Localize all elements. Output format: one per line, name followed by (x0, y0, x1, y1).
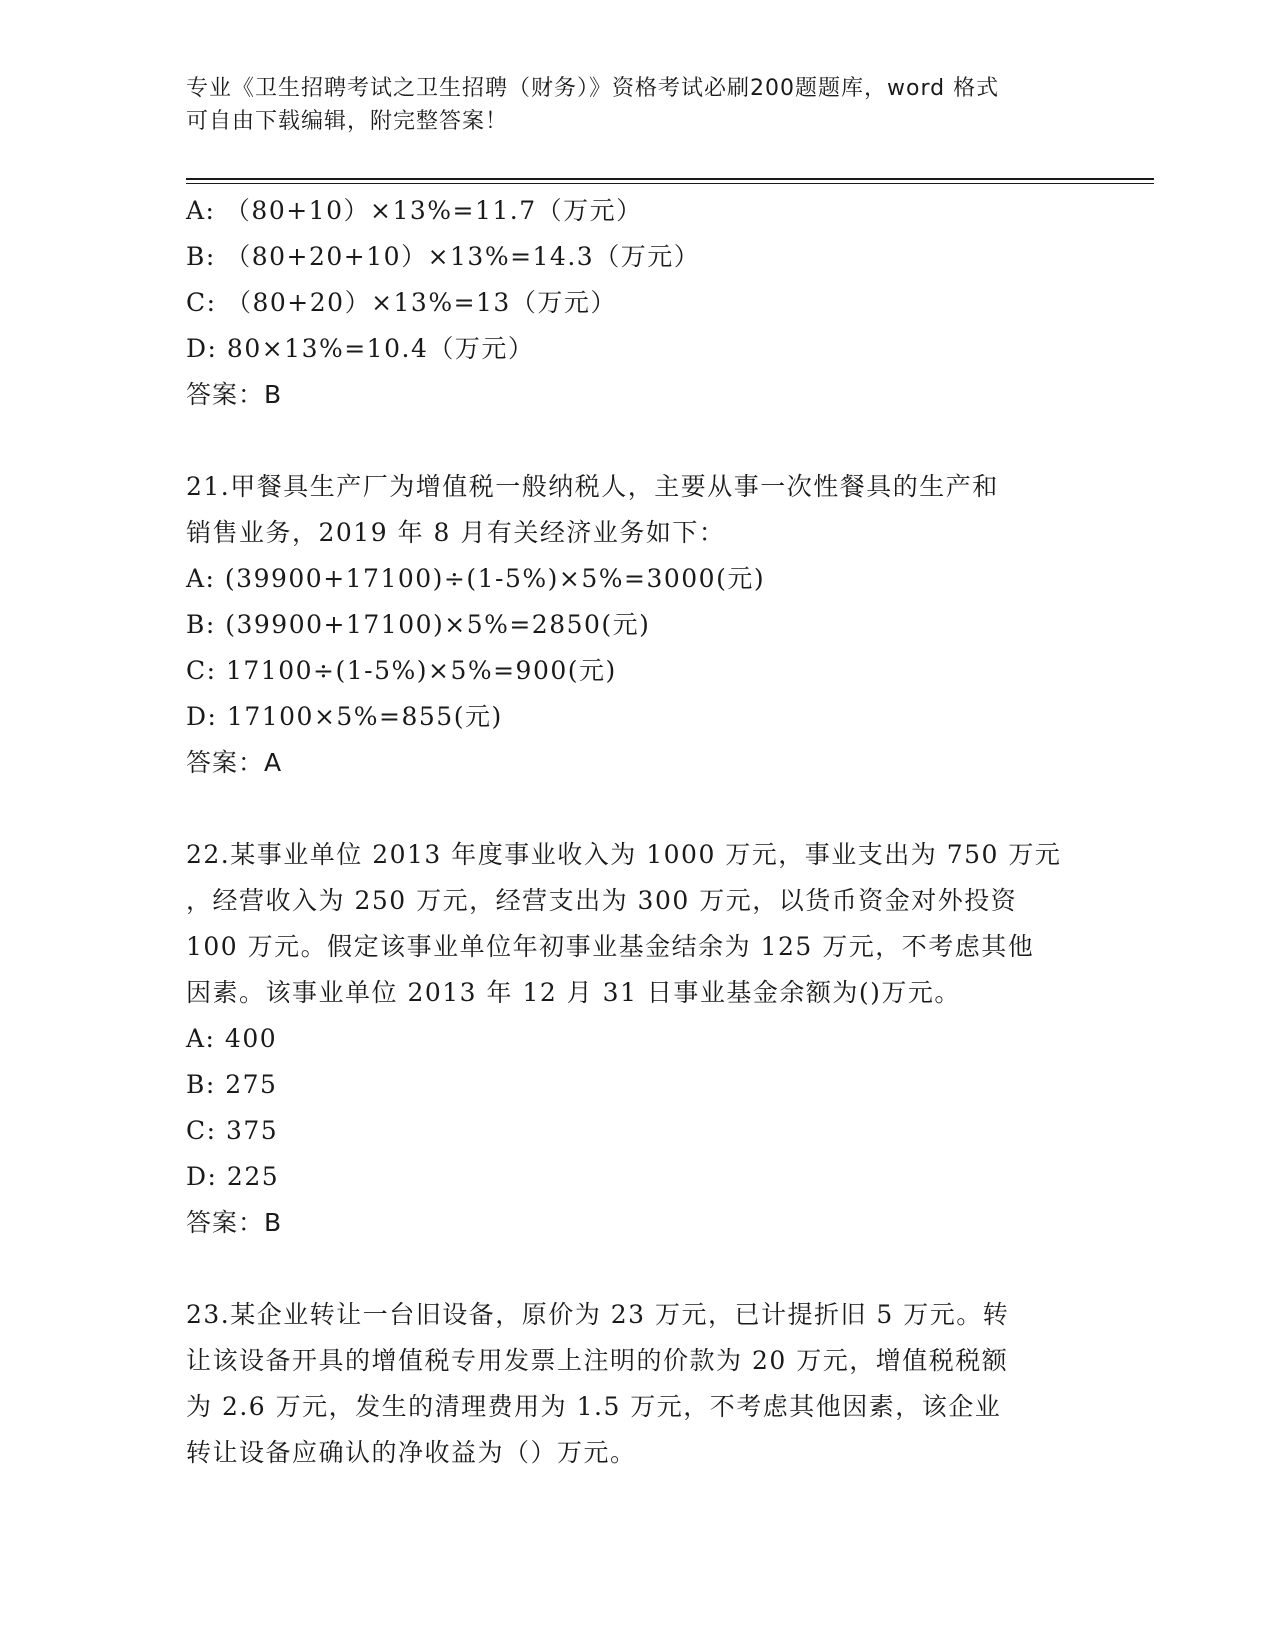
spacer (186, 786, 1086, 832)
question-stem-line: 因素。该事业单位 2013 年 12 月 31 日事业基金余额为()万元。 (186, 978, 961, 1007)
header-line-1: 专业《卫生招聘考试之卫生招聘（财务）》资格考试必刷200题题库，word 格式 (186, 76, 1000, 101)
question-stem-line: 为 2.6 万元，发生的清理费用为 1.5 万元，不考虑其他因素，该企业 (186, 1392, 1002, 1421)
option-c: C: 375 (186, 1116, 279, 1145)
header-line-2: 可自由下载编辑，附完整答案！ (186, 109, 509, 134)
option-b: B: (39900+17100)×5%=2850(元) (186, 610, 651, 639)
question-list (186, 188, 1086, 1476)
answer-line: 答案：A (186, 748, 283, 777)
option-a: A: (39900+17100)÷(1-5%)×5%=3000(元) (186, 564, 766, 593)
question-20 (186, 188, 1086, 418)
question-stem-line: 22.某事业单位 2013 年度事业收入为 1000 万元，事业支出为 750 万元 (186, 840, 1062, 869)
spacer (186, 418, 1086, 464)
question-stem-line: 让该设备开具的增值税专用发票上注明的价款为 20 万元，增值税税额 (186, 1346, 1009, 1375)
option-d: D: 17100×5%=855(元) (186, 702, 503, 731)
question-stem-line: 21.甲餐具生产厂为增值税一般纳税人，主要从事一次性餐具的生产和 (186, 472, 999, 501)
question-23 (186, 1292, 1086, 1476)
option-b: B: （80+20+10）×13%=14.3（万元） (186, 242, 701, 271)
option-c: C: 17100÷(1-5%)×5%=900(元) (186, 656, 617, 685)
question-22 (186, 832, 1086, 1246)
option-d: D: 225 (186, 1162, 280, 1191)
question-stem-line: 转让设备应确认的净收益为（）万元。 (186, 1438, 637, 1467)
option-d: D: 80×13%=10.4（万元） (186, 334, 535, 363)
question-stem-line: ，经营收入为 250 万元，经营支出为 300 万元，以货币资金对外投资 (186, 886, 1018, 915)
question-stem-line: 23.某企业转让一台旧设备，原价为 23 万元，已计提折旧 5 万元。转 (186, 1300, 1010, 1329)
option-a: A: （80+10）×13%=11.7（万元） (186, 196, 643, 225)
question-stem-line: 100 万元。假定该事业单位年初事业基金结余为 125 万元，不考虑其他 (186, 932, 1035, 961)
header-divider-thin (186, 183, 1154, 184)
option-c: C: （80+20）×13%=13（万元） (186, 288, 617, 317)
question-21 (186, 464, 1086, 786)
answer-line: 答案：B (186, 380, 283, 409)
option-b: B: 275 (186, 1070, 278, 1099)
answer-line: 答案：B (186, 1208, 283, 1237)
header-divider-thick (186, 178, 1154, 180)
spacer (186, 1246, 1086, 1292)
option-a: A: 400 (186, 1024, 278, 1053)
page-header (186, 72, 1066, 138)
question-stem-line: 销售业务，2019 年 8 月有关经济业务如下： (186, 518, 726, 547)
